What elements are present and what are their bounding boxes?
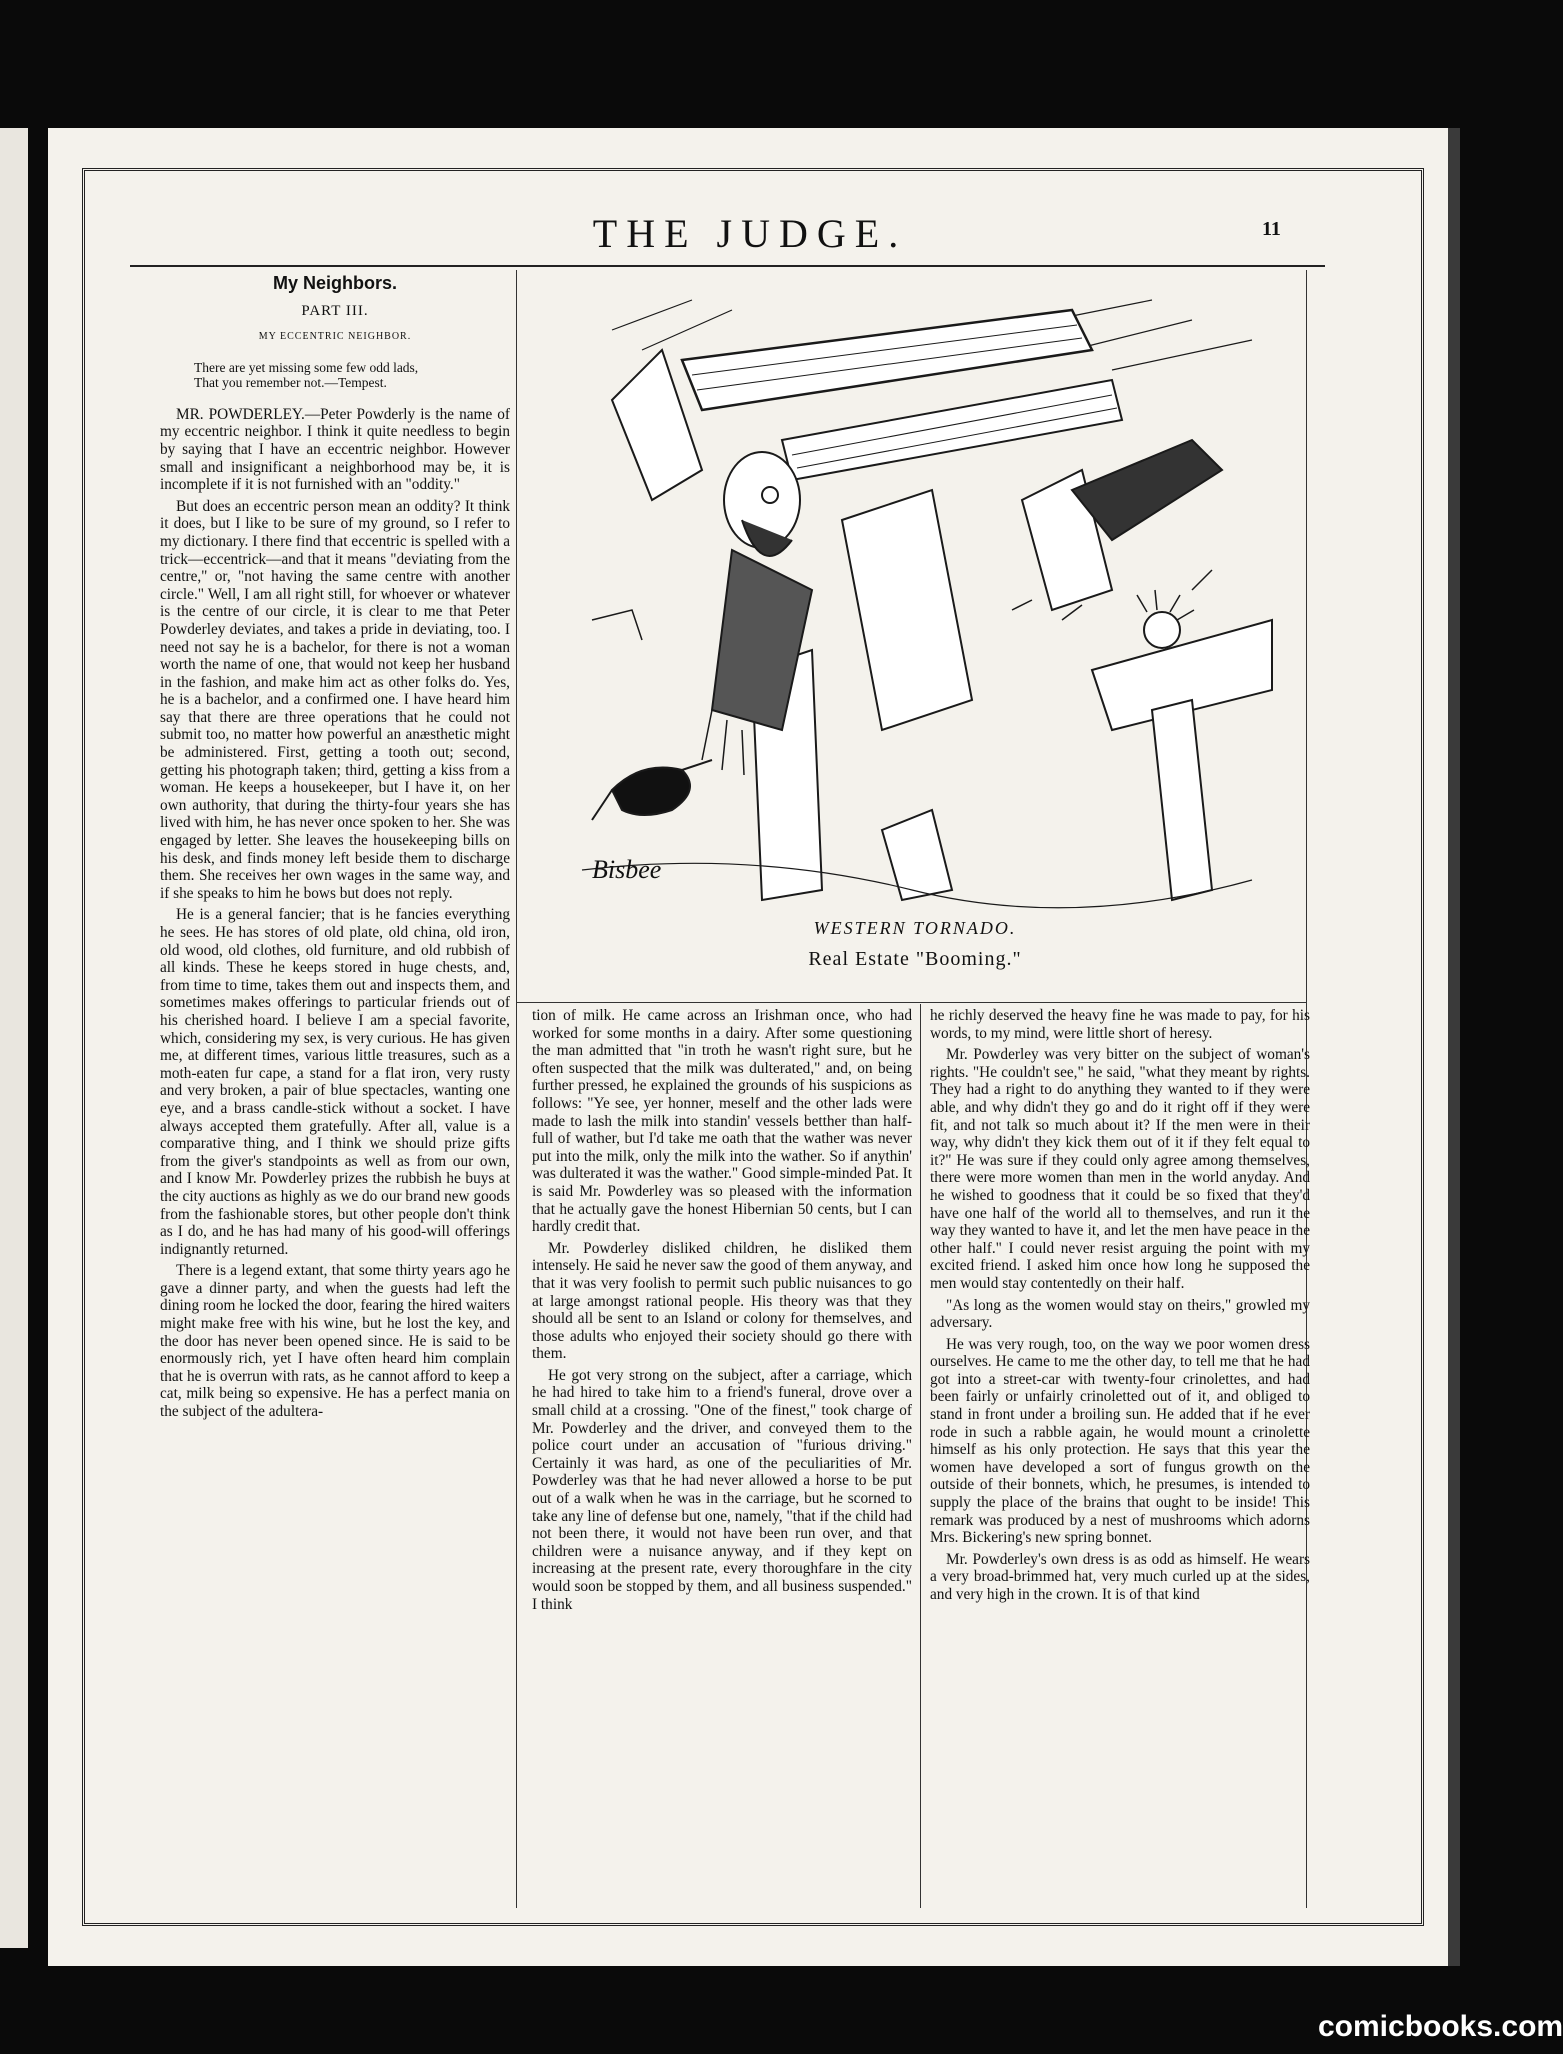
- article-part: PART III.: [301, 302, 369, 319]
- illustration-caption-title: WESTERN TORNADO.: [813, 918, 1017, 938]
- epigraph-line-1: There are yet missing some few odd lads,: [194, 359, 419, 375]
- page-number: 11: [1262, 218, 1281, 240]
- paragraph: There is a legend extant, that some thirty years ago he gave a dinner party, and when the guests had left the dining room he locked the door, fearing the hired waiters might make free with his wine, but he lost the key, and the door has never been opened since. He is said to be enormously rich, yet I have often heard him complain that he is overrun with rats, as he cannot afford to keep a cat, milk being so expensive. He has a perfect mania on the subject of the adultera-: [160, 1262, 510, 1421]
- artist-signature: Bisbee: [592, 855, 662, 884]
- paragraph: He got very strong on the subject, after a carriage, which he had hired to take him to a friend's funeral, drove over a small child at a crossing. "One of the finest," took charge of Mr. Powderley and the driver, and conveyed them to the police court under an accusation of "furious driving." Certainly it was hard, as one of the peculiarities of Mr. Powderley was that he had never allowed a horse to be put out of a walk when he was in the carriage, but he scorned to take any line of defense but one, namely, "that if the child had not been there, it would not have been run over, and that children were a nuisance anyway, and if they kept on increasing at the present rate, every thoroughfare in the city would soon be stopped by them, and all business suspended." I think: [532, 1366, 912, 1613]
- epigraph: [160, 360, 510, 390]
- epigraph-line-2: That you remember not.—Tempest.: [194, 374, 387, 390]
- tornado-illustration: [552, 290, 1272, 910]
- masthead-rule: [130, 265, 1325, 267]
- paragraph: Mr. Powderley disliked children, he disliked them intensely. He said he never saw the good of them anyway, and that it was very foolish to permit such public nuisances to go at large amongst rational people. His theory was that they should all be sent to an Island or colony for themselves, and those adults who enjoyed their society should go there with them.: [532, 1239, 912, 1363]
- article-title: My Neighbors.: [272, 273, 397, 293]
- column-3: [930, 1007, 1310, 1608]
- column-rule-middle: [920, 1004, 921, 1908]
- facing-page-edge: [0, 128, 28, 1948]
- column-rule-left: [516, 270, 517, 1908]
- paragraph: He was very rough, too, on the way we poor women dress ourselves. He came to me the other day, to tell me that he had got into a street-car with twenty-four crinolettes, and had been fairly or unfairly crinoletted out of it, and obliged to stand in front under a broiling sun. He added that if he ever rode in such a rabble again, he would mount a crinolette himself as his only protection. He says that this year the women have developed a sort of fungus growth on the outside of their bonnets, which, he presumes, is intended to supply the place of the brains that ought to be inside! This remark was produced by a nest of mushrooms which adorns Mrs. Bickering's new spring bonnet.: [930, 1335, 1310, 1547]
- site-watermark: comicbooks.com: [1318, 2010, 1563, 2043]
- illustration-rule: [517, 1002, 1306, 1003]
- article-subhead: MY ECCENTRIC NEIGHBOR.: [258, 331, 412, 343]
- column-1: [160, 275, 510, 1425]
- paragraph: But does an eccentric person mean an oddity? It think it does, but I like to be sure of my ground, so I refer to my dictionary. I there find that eccentric is spelled with a trick—eccentrick—and that it means "deviating from the centre," or, "not having the same centre with another circle." Well, I am all right still, for whoever or whatever is the centre of our circle, it is clear to me that Peter Powderley deviates, and takes a pride in deviating, too. I need not say he is a bachelor, for there is not a woman worth the name of one, that would not keep her husband in the fashion, and make him act as other folks do. Yes, he is a bachelor, and a confirmed one. I have heard him say that there are three operations that he could not submit too, no matter how powerful an anæsthetic might be administered. First, getting a tooth out; second, getting his photograph taken; third, getting a kiss from a woman. He keeps a housekeeper, but I have it, on her own authority, that during the thirty-four years she has lived with him, he has never once spoken to her. She was engaged by letter. She leaves the housekeeping bills on his desk, and finds money left beside them to discharge them. She receives her own wages in the same way, and if she speaks to him he bows but does not reply.: [160, 497, 510, 902]
- paragraph: tion of milk. He came across an Irishman once, who had worked for some months in a dairy. After some questioning the man admitted that "in troth he wasn't right sure, but he often suspected that the milk was dulterated," and, on being further pressed, he explained the grounds of his suspicions as follows: "Ye see, yer honner, meself and the other lads were made to lash the milk into standin' vessels betther than half-full of wather, but I'd take me oath that the wather was never put into the milk, only the milk into the wather. So if anythin' was dulterated it was the wather." Good simple-minded Pat. It is said Mr. Powderley was so pleased with the information that he actually gave the honest Hibernian 50 cents, but I can hardly credit that.: [532, 1007, 912, 1236]
- paragraph: He is a general fancier; that is he fancies everything he sees. He has stores of old plate, old china, old iron, old wood, old clothes, old furniture, and old rubbish of all kinds. These he keeps stored in huge chests, and, from time to time, takes them out and inspects them, and sometimes makes offerings to particular friends out of his cherished hoard. I believe I am a special favorite, which, considering my sex, is very curious. He has given me, at different times, various little treasures, such as a moth-eaten fur cape, a stand for a flat iron, very rusty and very broken, a pair of blue spectacles, wanting one eye, and a brass candle-stick without a socket. I have always accepted them gratefully. After all, value is a comparative thing, and I think we should prize gifts from the giver's standpoints as well as from our own, and I know Mr. Powderley prizes the rubbish he buys at the city auctions as highly as we do our brand new goods from the fashionable stores, but other people don't think as I do, and he has had many of his good-will offerings indignantly returned.: [160, 906, 510, 1258]
- page-binding-edge: [1448, 128, 1460, 1966]
- paragraph: "As long as the women would stay on theirs," growled my adversary.: [930, 1296, 1310, 1332]
- masthead-title: THE JUDGE.: [592, 211, 908, 256]
- illustration-caption-subtitle: Real Estate "Booming.": [808, 948, 1022, 970]
- column-2: [532, 1007, 912, 1617]
- paragraph: he richly deserved the heavy fine he was made to pay, for his words, to my mind, were little short of heresy.: [930, 1007, 1310, 1042]
- paragraph: MR. POWDERLEY.—Peter Powderly is the name of my eccentric neighbor. I think it quite needless to begin by saying that I have an eccentric neighbor. However small and insignificant a neighborhood may be, it is incomplete if it is not furnished with an "oddity.": [160, 405, 510, 494]
- paragraph: Mr. Powderley's own dress is as odd as himself. He wears a very broad-brimmed hat, very much curled up at the sides, and very high in the crown. It is of that kind: [930, 1550, 1310, 1603]
- paragraph: Mr. Powderley was very bitter on the subject of woman's rights. "He couldn't see," he said, "what they meant by rights. They had a right to do anything they wanted to if they were able, and why didn't they go and do it right off if they were fit, and not talk so much about it? If the men were in their way, why didn't they kick them out of it if they felt equal to it?" He was sure if they could only agree among themselves, there were more women than men in the world anyday. And he wished to goodness that it could be so fixed that they'd have one half of the world all to themselves, and run it the way they wanted to have it, and let the men have peace in the other half." I could never resist arguing the point with my excited friend. I asked him once how long he supposed the men would stay contentedly on their half.: [930, 1046, 1310, 1292]
